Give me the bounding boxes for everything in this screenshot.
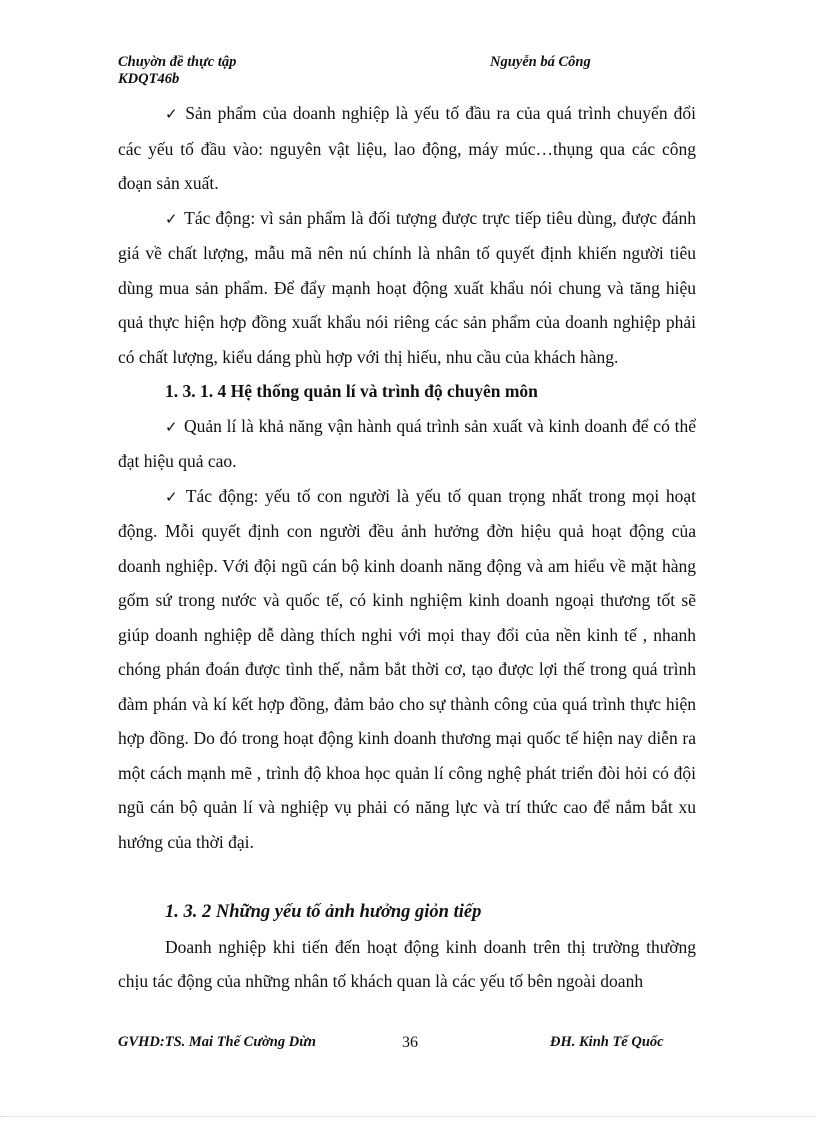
- subsection-heading: 1. 3. 1. 4 Hệ thống quản lí và trình độ chuyên môn: [165, 381, 538, 401]
- section-heading: 1. 3. 2 Những yếu tố ảnh hưởng giỏn tiếp: [165, 902, 482, 922]
- paragraph-management: ✓ Quản lí là khả năng vận hành quá trình sản xuất và kinh doanh để có thể đạt hiệu quả cao.: [118, 415, 696, 471]
- footer-university: ĐH. Kinh Tế Quốc: [550, 1034, 664, 1050]
- page-edge-divider: [0, 1116, 816, 1117]
- header-left: [118, 54, 236, 88]
- checkmark-icon: ✓: [165, 105, 180, 123]
- document-body: [118, 96, 696, 999]
- checkmark-icon: ✓: [165, 487, 180, 506]
- page-number: 36: [402, 1034, 418, 1051]
- checkmark-icon: ✓: [165, 417, 178, 436]
- paragraph-product: ✓ Sản phẩm của doanh nghiệp là yếu tố đầu ra của quá trình chuyển đổi các yếu tố đầu vào: nguyên vật liệu, lao động, máy múc…thụng qua các công đoạn sản xuất.: [118, 103, 696, 193]
- header-author: Nguyễn bá Công: [490, 54, 591, 70]
- footer-supervisor: GVHD:TS. Mai Thế Cường Dừn: [118, 1034, 316, 1050]
- header-class: KDQT46b: [118, 71, 180, 87]
- paragraph-indirect-factors: Doanh nghiệp khi tiến đến hoạt động kinh doanh trên thị trường thường chịu tác động của những nhân tố khách quan là các yếu tố bên ngoài doanh: [118, 936, 696, 991]
- checkmark-icon: ✓: [165, 209, 179, 228]
- header-course: Chuyờn đề thực tập: [118, 54, 237, 70]
- paragraph-management-impact: ✓ Tác động: yếu tố con người là yếu tố quan trọng nhất trong mọi hoạt động. Mỗi quyết định con người đều ảnh hưởng đờn hiệu quả hoạt động của doanh nghiệp. Với đội ngũ cán bộ kinh doanh năng động và am hiểu về mặt hàng gốm sứ trong nước và quốc tế, có kinh nghiệm kinh doanh ngoại thương tốt sẽ giúp doanh nghiệp dễ dàng thích nghi với mọi thay đổi của nền kinh tế , nhanh chóng phán đoán được tình thế, nắm bắt thời cơ, tạo được lợi thế trong quá trình đàm phán và kí kết hợp đồng, đảm bảo cho sự thành công của quá trình thực hiện hợp đồng. Do đó trong hoạt động kinh doanh thương mại quốc tế hiện nay diễn ra một cách mạnh mẽ , trình độ khoa học quản lí công nghệ phát triển đòi hỏi có đội ngũ cán bộ quản lí và nghiệp vụ phải có năng lực và trí thức cao để nắm bắt xu hướng của thời đại.: [118, 485, 696, 852]
- paragraph-product-impact: ✓ Tác động: vì sản phẩm là đối tượng được trực tiếp tiêu dùng, được đánh giá về chất lượng, mẫu mã nên nú chính là nhân tố quyết định khiến người tiêu dùng mua sản phẩm. Để đẩy mạnh hoạt động xuất khẩu nói chung và tăng hiệu quả thực hiện hợp đồng xuất khẩu nói riêng các sản phẩm của doanh nghiệp phải có chất lượng, kiểu dáng phù hợp với thị hiếu, nhu cầu của khách hàng.: [118, 207, 697, 367]
